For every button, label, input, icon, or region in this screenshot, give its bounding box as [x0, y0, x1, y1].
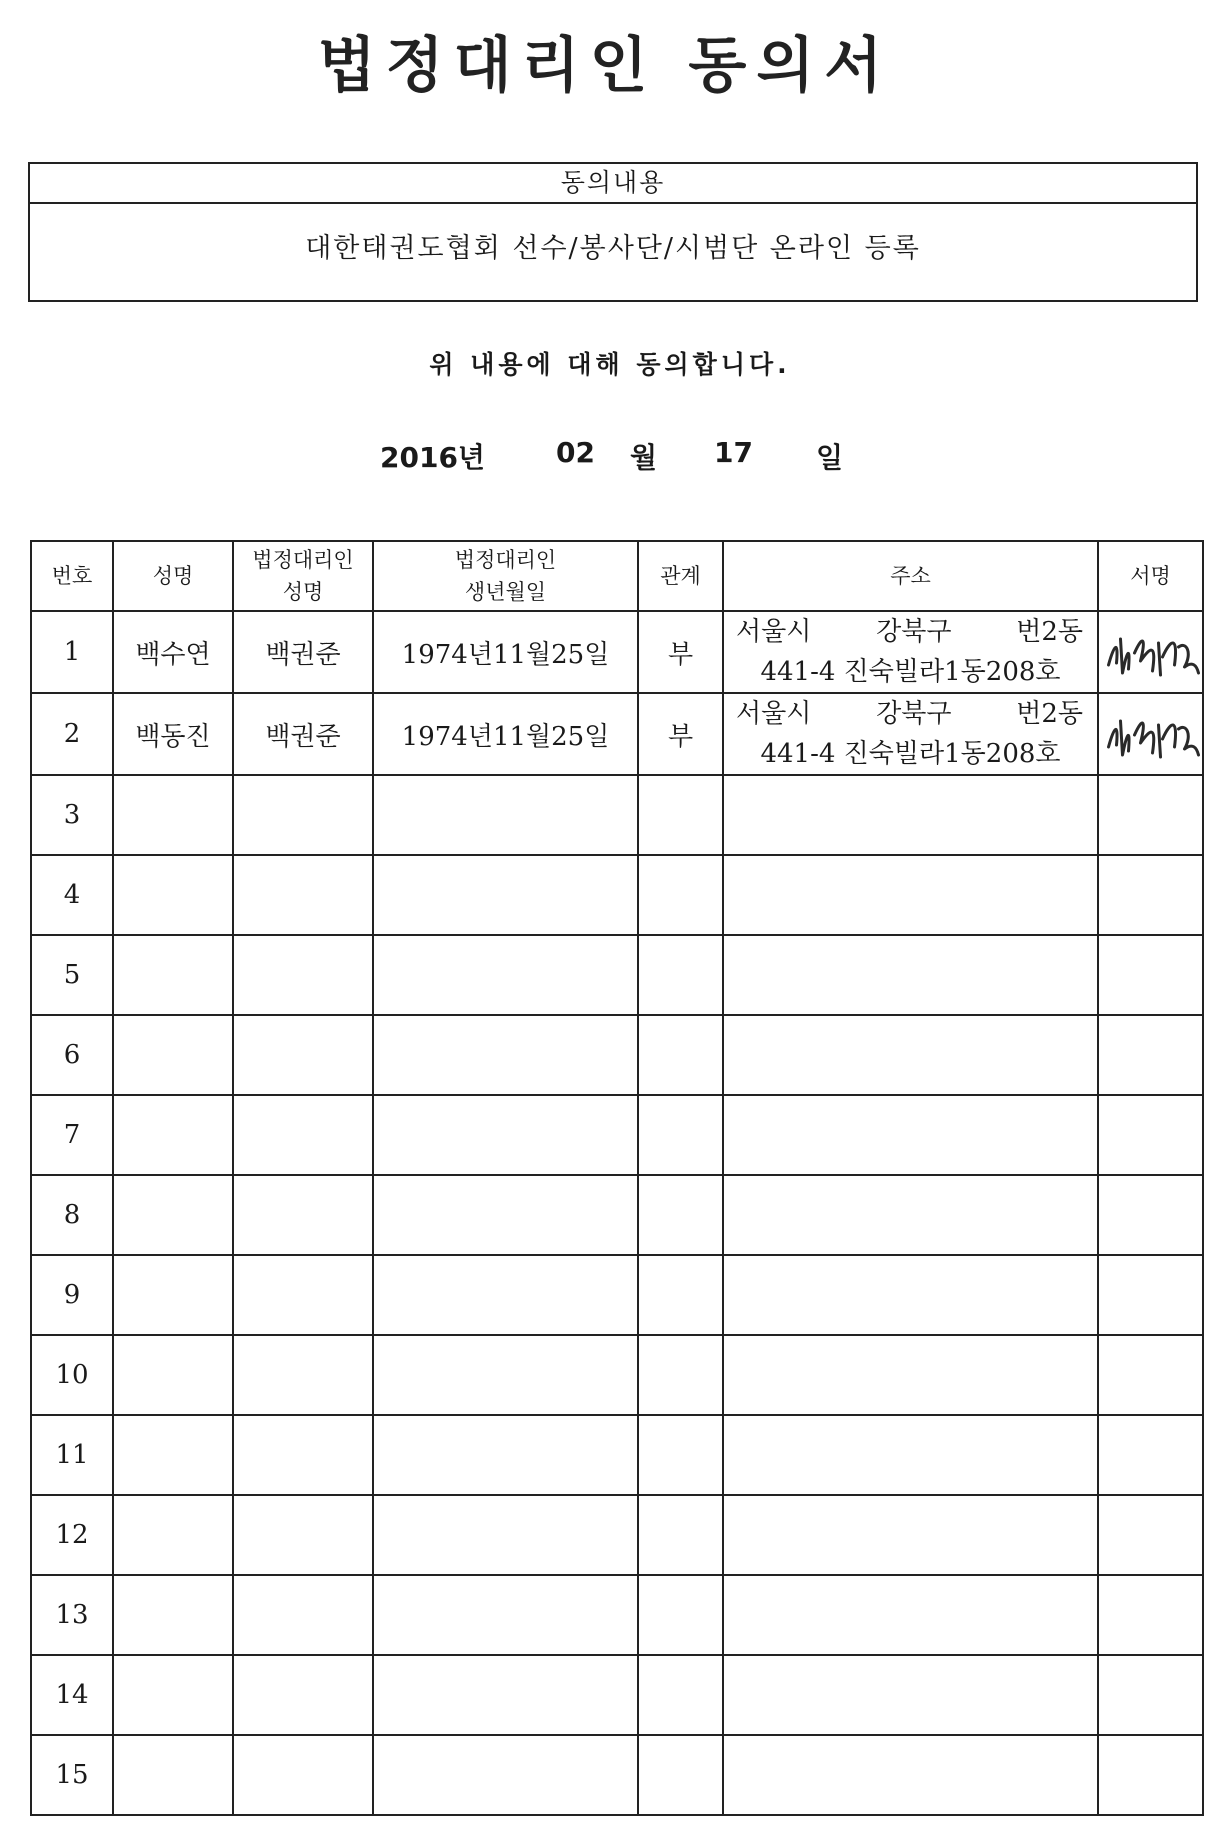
cell-name	[113, 775, 233, 855]
cell-address	[723, 693, 1098, 775]
cell-guardian-name	[233, 1655, 373, 1735]
cell-relation	[638, 775, 723, 855]
cell-no: 9	[31, 1255, 113, 1335]
cell-name	[113, 1095, 233, 1175]
date-month-unit: 월	[630, 441, 658, 474]
table-row	[31, 1655, 1203, 1735]
header-relation: 관계	[638, 541, 723, 611]
cell-guardian-birth	[373, 1415, 638, 1495]
table-row	[31, 935, 1203, 1015]
cell-address	[723, 1735, 1098, 1815]
cell-signature	[1098, 1735, 1203, 1815]
cell-name	[113, 1735, 233, 1815]
cell-name	[113, 1495, 233, 1575]
cell-name	[113, 1575, 233, 1655]
cell-guardian-name	[233, 1175, 373, 1255]
address-part: 번2동	[1016, 617, 1083, 647]
cell-guardian-birth	[373, 935, 638, 1015]
address-line-1	[724, 694, 1097, 734]
cell-guardian-birth	[373, 1575, 638, 1655]
cell-guardian-birth	[373, 1095, 638, 1175]
date-day: 17	[714, 436, 753, 469]
cell-no: 6	[31, 1015, 113, 1095]
table-row	[31, 1575, 1203, 1655]
handwritten-signature	[1099, 695, 1202, 773]
cell-relation	[638, 1735, 723, 1815]
cell-guardian-name	[233, 1415, 373, 1495]
cell-no: 1	[31, 611, 113, 693]
cell-relation	[638, 1415, 723, 1495]
cell-no: 13	[31, 1575, 113, 1655]
table-row	[31, 1335, 1203, 1415]
cell-guardian-name: 백권준	[233, 693, 373, 775]
cell-address	[723, 611, 1098, 693]
table-row	[31, 775, 1203, 855]
address-part: 서울시	[736, 699, 812, 729]
cell-guardian-birth	[373, 1175, 638, 1255]
cell-signature	[1098, 855, 1203, 935]
cell-guardian-birth	[373, 1735, 638, 1815]
cell-signature	[1098, 1015, 1203, 1095]
table-row	[31, 855, 1203, 935]
header-no: 번호	[31, 541, 113, 611]
cell-signature	[1098, 1255, 1203, 1335]
cell-name	[113, 1655, 233, 1735]
cell-signature	[1098, 1495, 1203, 1575]
cell-signature	[1098, 1175, 1203, 1255]
cell-no: 2	[31, 693, 113, 775]
header-name: 성명	[113, 541, 233, 611]
cell-address	[723, 1015, 1098, 1095]
cell-name	[113, 1415, 233, 1495]
header-address: 주소	[723, 541, 1098, 611]
cell-no: 11	[31, 1415, 113, 1495]
cell-guardian-name	[233, 1095, 373, 1175]
cell-guardian-birth	[373, 1255, 638, 1335]
cell-name	[113, 1015, 233, 1095]
cell-guardian-name	[233, 1255, 373, 1335]
cell-address	[723, 1415, 1098, 1495]
cell-name: 백동진	[113, 693, 233, 775]
address-part: 강북구	[876, 699, 952, 729]
cell-no: 8	[31, 1175, 113, 1255]
date-year: 2016년	[380, 441, 485, 474]
table-header-row	[31, 541, 1203, 611]
header-guardian-name: 법정대리인 성명	[233, 541, 373, 611]
table-row	[31, 693, 1203, 775]
cell-relation	[638, 1495, 723, 1575]
address-part: 번2동	[1016, 699, 1083, 729]
cell-address	[723, 1255, 1098, 1335]
cell-signature	[1098, 693, 1203, 775]
cell-no: 7	[31, 1095, 113, 1175]
cell-guardian-name	[233, 855, 373, 935]
document-title: 법정대리인 동의서	[317, 31, 893, 101]
date-month: 02	[556, 436, 595, 469]
cell-guardian-name	[233, 1495, 373, 1575]
cell-guardian-name	[233, 775, 373, 855]
table-row	[31, 1735, 1203, 1815]
cell-relation	[638, 1255, 723, 1335]
cell-guardian-name	[233, 1735, 373, 1815]
cell-no: 15	[31, 1735, 113, 1815]
cell-guardian-name: 백권준	[233, 611, 373, 693]
cell-relation	[638, 935, 723, 1015]
cell-name	[113, 1255, 233, 1335]
table-row	[31, 1095, 1203, 1175]
cell-guardian-birth: 1974년11월25일	[373, 693, 638, 775]
cell-address	[723, 855, 1098, 935]
cell-guardian-birth	[373, 775, 638, 855]
cell-no: 3	[31, 775, 113, 855]
cell-name: 백수연	[113, 611, 233, 693]
consent-header: 동의내용	[30, 164, 1196, 204]
cell-guardian-birth: 1974년11월25일	[373, 611, 638, 693]
header-signature: 서명	[1098, 541, 1203, 611]
cell-address	[723, 1175, 1098, 1255]
cell-signature	[1098, 1095, 1203, 1175]
table-row	[31, 1255, 1203, 1335]
cell-address	[723, 1655, 1098, 1735]
table-row	[31, 1015, 1203, 1095]
table-row	[31, 1415, 1203, 1495]
cell-signature	[1098, 935, 1203, 1015]
table-row	[31, 1175, 1203, 1255]
address-part: 강북구	[876, 617, 952, 647]
cell-address	[723, 1335, 1098, 1415]
cell-relation	[638, 1015, 723, 1095]
cell-no: 10	[31, 1335, 113, 1415]
cell-relation	[638, 1175, 723, 1255]
consent-text: 대한태권도협회 선수/봉사단/시범단 온라인 등록	[305, 233, 921, 264]
cell-address	[723, 935, 1098, 1015]
cell-address	[723, 775, 1098, 855]
cell-guardian-birth	[373, 1015, 638, 1095]
cell-no: 4	[31, 855, 113, 935]
cell-guardian-birth	[373, 1655, 638, 1735]
cell-signature	[1098, 1415, 1203, 1495]
cell-relation	[638, 1095, 723, 1175]
address-part: 서울시	[736, 617, 812, 647]
address-line-1	[724, 612, 1097, 652]
table-row	[31, 1495, 1203, 1575]
cell-relation: 부	[638, 611, 723, 693]
cell-name	[113, 935, 233, 1015]
cell-guardian-birth	[373, 1495, 638, 1575]
cell-relation	[638, 855, 723, 935]
guardian-table	[30, 540, 1204, 1816]
cell-signature	[1098, 1335, 1203, 1415]
cell-relation	[638, 1575, 723, 1655]
address-line-2: 441-4 진숙빌라1동208호	[760, 739, 1061, 769]
cell-name	[113, 1335, 233, 1415]
cell-relation	[638, 1335, 723, 1415]
cell-guardian-birth	[373, 855, 638, 935]
cell-signature	[1098, 1575, 1203, 1655]
consent-box	[28, 162, 1198, 302]
cell-relation	[638, 1655, 723, 1735]
cell-no: 5	[31, 935, 113, 1015]
cell-name	[113, 855, 233, 935]
cell-signature	[1098, 775, 1203, 855]
cell-signature	[1098, 1655, 1203, 1735]
cell-no: 14	[31, 1655, 113, 1735]
header-guardian-birth: 법정대리인 생년월일	[373, 541, 638, 611]
cell-signature	[1098, 611, 1203, 693]
cell-no: 12	[31, 1495, 113, 1575]
cell-guardian-name	[233, 1015, 373, 1095]
address-line-2: 441-4 진숙빌라1동208호	[760, 657, 1061, 687]
cell-guardian-birth	[373, 1335, 638, 1415]
cell-guardian-name	[233, 1335, 373, 1415]
cell-address	[723, 1495, 1098, 1575]
cell-address	[723, 1095, 1098, 1175]
date-day-unit: 일	[816, 441, 844, 474]
handwritten-signature	[1099, 613, 1202, 691]
cell-guardian-name	[233, 935, 373, 1015]
agree-statement: 위 내용에 대해 동의합니다.	[429, 350, 791, 379]
cell-address	[723, 1575, 1098, 1655]
table-row	[31, 611, 1203, 693]
cell-relation: 부	[638, 693, 723, 775]
cell-guardian-name	[233, 1575, 373, 1655]
cell-name	[113, 1175, 233, 1255]
